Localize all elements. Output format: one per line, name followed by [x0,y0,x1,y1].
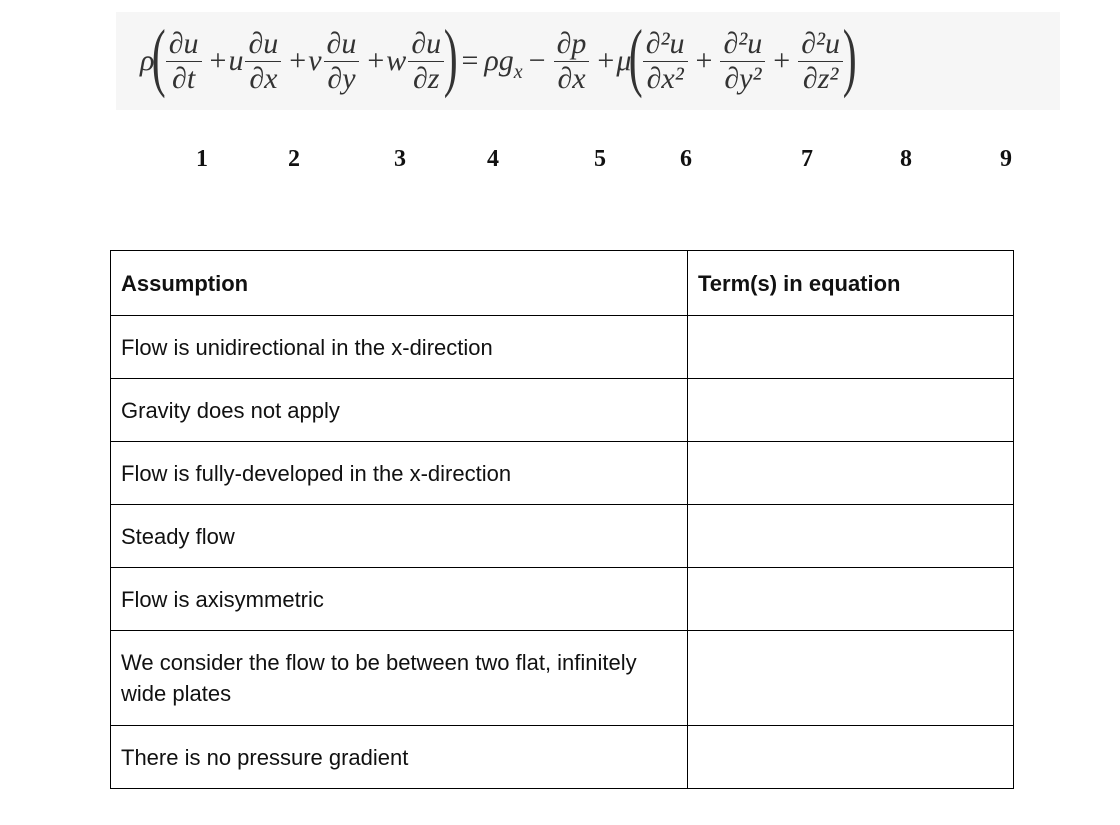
table-row [111,442,1014,505]
term-number-6: 6 [680,146,692,172]
left-paren: ( [152,15,167,99]
terms-cell[interactable] [688,316,1014,379]
table-header-row [111,251,1014,316]
terms-cell[interactable] [688,442,1014,505]
header-assumption: Assumption [111,251,688,316]
term-number-1: 1 [196,146,208,172]
table-row [111,568,1014,631]
terms-cell[interactable] [688,505,1014,568]
assumption-cell: Steady flow [111,505,688,568]
assumption-cell: There is no pressure gradient [111,726,688,789]
table-row [111,631,1014,726]
term-number-7: 7 [801,146,813,172]
equation-row: ρ ( $\frac{\partial u}{\partial t}$ + u $\frac{\partial u}{\partial x}$ + v $\frac{\partial u}{\partial y}$ + w $\frac{\partial u}{\partial z}$ ) = $\rho g_x$ − $\frac{\partial p}{\partial x}$ + μ ( $\frac{\text{∂²u}}{\text{∂x²}}$ + $\frac{\text{∂²u}}{\text{∂y²}}$ + $\frac{\text{∂²u}}{\text{∂z²}}$ ) [140,15,857,99]
terms-cell[interactable] [688,379,1014,442]
terms-cell[interactable] [688,631,1014,726]
term-8-fraction: $\frac{\text{∂²u}}{\text{∂y²}}$ [720,27,765,96]
left-paren-2: ( [629,15,644,99]
term-9-fraction: $\frac{\text{∂²u}}{\text{∂z²}}$ [798,27,843,96]
header-terms: Term(s) in equation [688,251,1014,316]
assumption-cell: Flow is axisymmetric [111,568,688,631]
term-7-fraction: $\frac{\text{∂²u}}{\text{∂x²}}$ [643,27,688,96]
table-row [111,726,1014,789]
viscosity-symbol: μ [616,44,632,77]
term-1-fraction: $\frac{\partial u}{\partial t}$ [166,27,202,96]
terms-cell[interactable] [688,568,1014,631]
assumption-cell: Flow is unidirectional in the x-direction [111,316,688,379]
term-number-8: 8 [900,146,912,172]
term-4-fraction: $\frac{\partial u}{\partial z}$ [408,27,444,96]
right-paren: ) [443,15,458,99]
term-number-9: 9 [1000,146,1012,172]
assumption-cell: We consider the flow to be between two flat, infinitely wide plates [111,631,688,726]
density-symbol: ρ [140,44,155,77]
table-row [111,316,1014,379]
term-3-fraction: $\frac{\partial u}{\partial y}$ [324,27,360,96]
assumption-cell: Gravity does not apply [111,379,688,442]
term-number-2: 2 [288,146,300,172]
right-paren-2: ) [842,15,857,99]
term-number-4: 4 [487,146,499,172]
navier-stokes-x-equation [116,12,1060,110]
terms-cell[interactable] [688,726,1014,789]
table-row [111,379,1014,442]
term-number-3: 3 [394,146,406,172]
term-5-gravity: $\rho g_x$ [484,44,523,83]
term-2-fraction: $\frac{\partial u}{\partial x}$ [245,27,281,96]
term-number-5: 5 [594,146,606,172]
table-row [111,505,1014,568]
assumption-cell: Flow is fully-developed in the x-direction [111,442,688,505]
term-6-fraction: $\frac{\partial p}{\partial x}$ [554,27,590,96]
assumptions-table [110,250,1014,789]
